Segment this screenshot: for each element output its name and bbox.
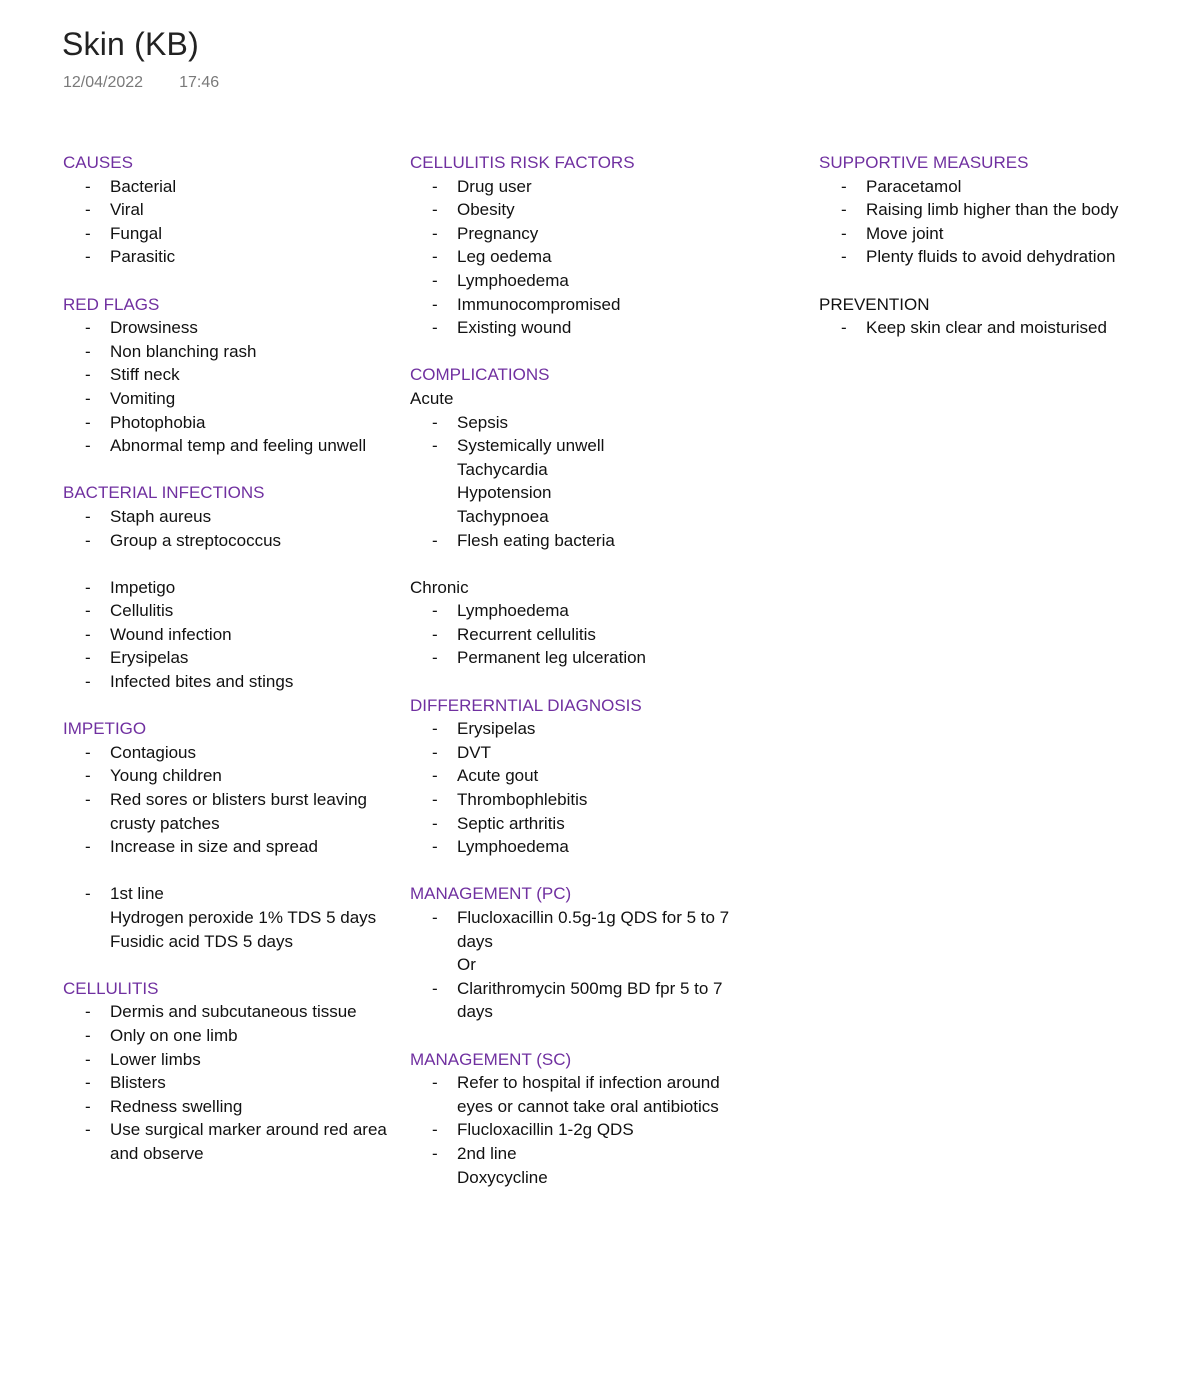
management-pc-heading: MANAGEMENT (PC) — [410, 884, 572, 904]
red-flags-list — [63, 316, 398, 458]
list-item: - Young children — [63, 764, 398, 788]
list-item: - Erysipelas — [410, 717, 750, 741]
list-item: - DVT — [410, 741, 750, 765]
risk-factors-list — [410, 175, 750, 340]
supportive-list — [819, 175, 1159, 269]
list-item: - Refer to hospital if infection around eyes or cannot take oral antibiotics — [410, 1071, 750, 1118]
red-flags-heading: RED FLAGS — [63, 294, 160, 314]
list-item: - Viral — [63, 198, 398, 222]
list-item: - Permanent leg ulceration — [410, 646, 750, 670]
prevention-heading: PREVENTION — [819, 294, 930, 314]
management-pc-list — [410, 906, 750, 1024]
page-date: 12/04/2022 — [63, 74, 144, 91]
chronic-label: Chronic — [410, 577, 469, 597]
list-item: - Pregnancy — [410, 222, 750, 246]
list-item: - Use surgical marker around red area and observe — [63, 1118, 398, 1165]
risk-factors-heading: CELLULITIS RISK FACTORS — [410, 153, 635, 172]
list-item: - Lymphoedema — [410, 599, 750, 623]
column-left — [63, 151, 398, 1189]
list-item: - Existing wound — [410, 316, 750, 340]
list-item: - Infected bites and stings — [63, 670, 398, 694]
list-item: - Impetigo — [63, 576, 398, 600]
list-item: - Acute gout — [410, 764, 750, 788]
list-item: - Sepsis — [410, 411, 750, 435]
cellulitis-heading: CELLULITIS — [63, 978, 159, 998]
list-item: - Cellulitis — [63, 599, 398, 623]
list-item-continuation: Or — [457, 955, 476, 975]
list-item: - Redness swelling — [63, 1095, 398, 1119]
list-item: - Drug user — [410, 175, 750, 199]
list-item: - Parasitic — [63, 245, 398, 269]
causes-section — [63, 151, 398, 269]
page-title: Skin (KB) — [62, 26, 199, 62]
impetigo-section — [63, 717, 398, 953]
differential-heading: DIFFERERNTIAL DIAGNOSIS — [410, 695, 642, 715]
list-item: - Flucloxacillin 0.5g-1g QDS for 5 to 7 days — [410, 906, 750, 953]
list-item: - Systemically unwell — [410, 434, 750, 458]
list-item: - Staph aureus — [63, 505, 398, 529]
management-pc-section — [410, 882, 750, 1024]
list-item-continuation: Hydrogen peroxide 1% TDS 5 days — [110, 908, 377, 927]
list-item: - Move joint — [819, 222, 1159, 246]
infections-list — [63, 576, 398, 694]
list-item: - Flucloxacillin 1-2g QDS — [410, 1118, 750, 1142]
list-item: - 2nd line — [410, 1142, 750, 1166]
page-time: 17:46 — [179, 74, 220, 91]
management-sc-list — [410, 1071, 750, 1189]
prevention-section — [819, 293, 1159, 340]
differential-section — [410, 694, 750, 859]
list-item: - Obesity — [410, 198, 750, 222]
list-item: - Group a streptococcus — [63, 529, 398, 553]
bacterial-infections-section — [63, 481, 398, 693]
causes-heading: CAUSES — [63, 153, 133, 172]
supportive-section — [819, 151, 1159, 269]
list-item: - Flesh eating bacteria — [410, 529, 750, 553]
complications-section — [410, 363, 750, 670]
red-flags-section — [63, 293, 398, 458]
list-item: - Contagious — [63, 741, 398, 765]
list-item: - Lymphoedema — [410, 269, 750, 293]
list-item: - Non blanching rash — [63, 340, 398, 364]
management-sc-section — [410, 1048, 750, 1190]
list-item: - Paracetamol — [819, 175, 1159, 199]
list-item: - Photophobia — [63, 411, 398, 435]
management-sc-heading: MANAGEMENT (SC) — [410, 1049, 572, 1069]
list-item-continuation: Doxycycline — [457, 1167, 548, 1187]
cellulitis-list — [63, 1000, 398, 1165]
complications-heading: COMPLICATIONS — [410, 365, 550, 385]
page-meta — [63, 74, 219, 92]
supportive-heading: SUPPORTIVE MEASURES — [819, 153, 1029, 172]
column-right — [819, 151, 1159, 363]
list-item: - Drowsiness — [63, 316, 398, 340]
organisms-list — [63, 505, 398, 552]
spacer — [63, 552, 398, 576]
list-item: - Clarithromycin 500mg BD fpr 5 to 7 days — [410, 977, 750, 1024]
chronic-list — [410, 599, 750, 670]
risk-factors-section — [410, 151, 750, 340]
list-item-continuation: Hypotension — [457, 483, 552, 503]
list-item: - Fungal — [63, 222, 398, 246]
list-item: - Vomiting — [63, 387, 398, 411]
list-item: - Lymphoedema — [410, 835, 750, 859]
acute-label: Acute — [410, 388, 454, 408]
differential-list — [410, 717, 750, 859]
impetigo-heading: IMPETIGO — [63, 719, 147, 739]
list-item: - Recurrent cellulitis — [410, 623, 750, 647]
list-item: - Plenty fluids to avoid dehydration — [819, 245, 1159, 269]
list-item: - Keep skin clear and moisturised — [819, 316, 1159, 340]
list-item: - Bacterial — [63, 175, 398, 199]
list-item-continuation: Fusidic acid TDS 5 days — [110, 931, 293, 951]
list-item: - Red sores or blisters burst leaving crusty patches — [63, 788, 398, 835]
impetigo-list — [63, 741, 398, 859]
list-item: - Raising limb higher than the body — [819, 198, 1159, 222]
acute-list — [410, 411, 750, 553]
list-item: - Increase in size and spread — [63, 835, 398, 859]
impetigo-treatment-list — [63, 882, 398, 953]
list-item: - Erysipelas — [63, 646, 398, 670]
column-middle — [410, 151, 750, 1213]
causes-list — [63, 175, 398, 269]
list-item: - 1st line — [63, 882, 398, 906]
spacer — [410, 552, 750, 576]
list-item-continuation: Tachypnoea — [457, 506, 549, 526]
list-item: - Septic arthritis — [410, 812, 750, 836]
spacer — [63, 859, 398, 883]
list-item: - Abnormal temp and feeling unwell — [63, 434, 398, 458]
list-item: - Lower limbs — [63, 1048, 398, 1072]
bacterial-infections-heading: BACTERIAL INFECTIONS — [63, 483, 265, 503]
list-item: - Wound infection — [63, 623, 398, 647]
cellulitis-section — [63, 977, 398, 1166]
prevention-list — [819, 316, 1159, 340]
list-item-continuation: Tachycardia — [457, 459, 548, 479]
list-item: - Thrombophlebitis — [410, 788, 750, 812]
list-item: - Only on one limb — [63, 1024, 398, 1048]
list-item: - Leg oedema — [410, 245, 750, 269]
list-item: - Blisters — [63, 1071, 398, 1095]
list-item: - Immunocompromised — [410, 293, 750, 317]
list-item: - Stiff neck — [63, 363, 398, 387]
list-item: - Dermis and subcutaneous tissue — [63, 1000, 398, 1024]
